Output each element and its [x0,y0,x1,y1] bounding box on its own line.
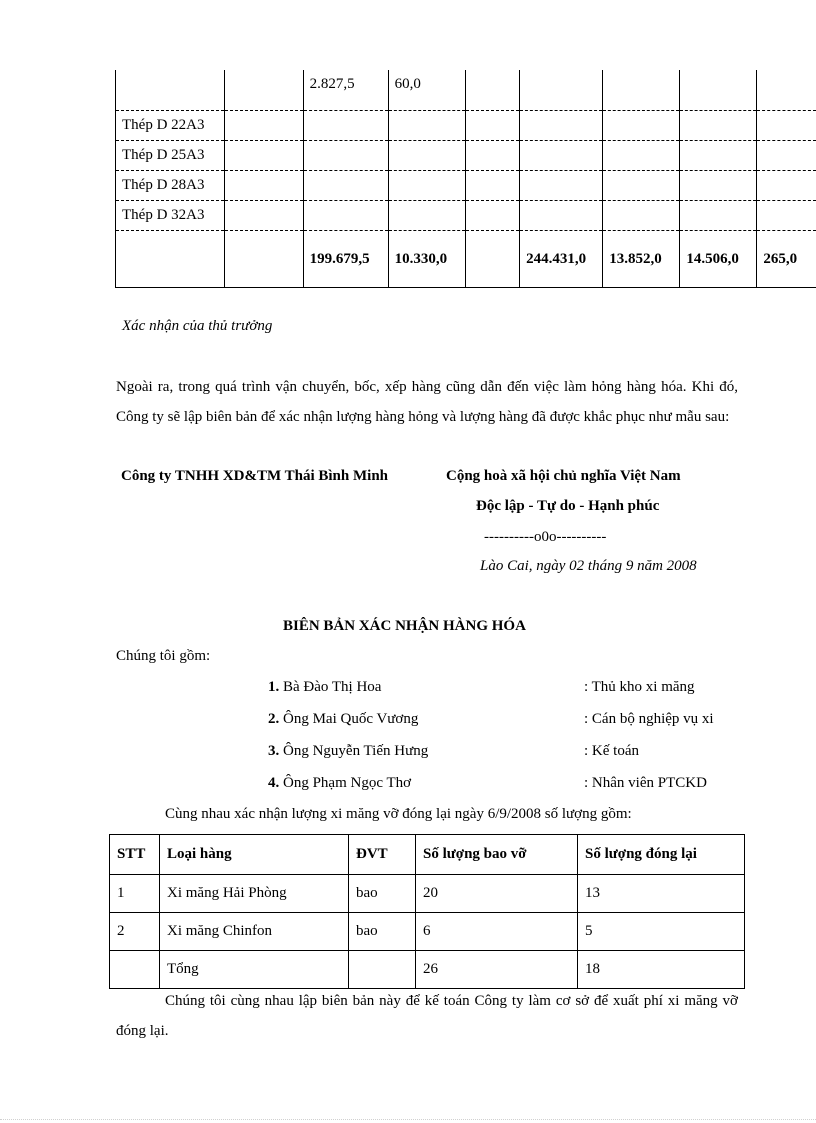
separator: ----------o0o---------- [484,529,607,545]
table-row [116,171,816,201]
list-item [268,743,428,760]
member-name: Ông Mai Quốc Vương [283,711,419,727]
table-cell: 2.827,5 [303,70,388,111]
member-name: Ông Nguyễn Tiến Hưng [283,743,429,759]
total-cell: 199.679,5 [303,231,388,288]
list-item [268,775,411,792]
member-name: Bà Đào Thị Hoa [283,679,382,695]
material-name: Thép D 32A3 [116,201,225,231]
material-name: Thép D 22A3 [116,111,225,141]
material-name: Thép D 25A3 [116,141,225,171]
total-cell: 13.852,0 [603,231,680,288]
table-row [116,141,816,171]
column-header: STT [110,835,160,875]
member-number: 2. [268,711,280,727]
member-role: : Thủ kho xi măng [584,679,695,695]
material-name: Thép D 28A3 [116,171,225,201]
member-number: 3. [268,743,280,759]
member-role: : Cán bộ nghiệp vụ xi [584,711,714,727]
nation-title: Cộng hoà xã hội chủ nghĩa Việt Nam [446,468,681,484]
table-cell: 60,0 [388,70,465,111]
goods-table [109,834,745,989]
list-item [268,679,381,696]
total-cell: 265,0 [757,231,816,288]
table-row: 1 Xi măng Hải Phòng bao 20 13 [110,875,745,913]
member-number: 4. [268,775,280,791]
member-role: : Kế toán [584,743,639,759]
place-date: Lào Cai, ngày 02 tháng 9 năm 2008 [480,558,697,574]
total-cell: 244.431,0 [520,231,603,288]
intro-paragraph: Ngoài ra, trong quá trình vận chuyển, bốc, xếp hàng cũng dẫn đến việc làm hỏng hàng hóa. Khi đó, Công ty sẽ lập biên bản để xác nhận lượng hàng hỏng và lượng hàng đã được khắc phục như mẫu sau: [116,379,738,425]
list-item [268,711,418,728]
column-header: Loại hàng [160,835,349,875]
total-cell: 14.506,0 [680,231,757,288]
column-header: ĐVT [349,835,416,875]
member-name: Ông Phạm Ngọc Thơ [283,775,412,791]
column-header: Số lượng bao vỡ [416,835,578,875]
confirmation-label: Xác nhận của thủ trưởng [122,318,273,334]
materials-table [115,70,816,288]
confirm-sentence: Cùng nhau xác nhận lượng xi măng vỡ đóng lại ngày 6/9/2008 số lượng gồm: [165,806,632,822]
table-header-row [110,835,745,875]
table-row [116,70,816,111]
closing-paragraph: Chúng tôi cùng nhau lập biên bản này để kế toán Công ty làm cơ sở để xuất phí xi măng vỡ đóng lại. [116,993,738,1039]
column-header: Số lượng đóng lại [578,835,745,875]
member-number: 1. [268,679,280,695]
total-row [116,231,816,288]
members-intro: Chúng tôi gồm: [116,648,211,664]
company-name: Công ty TNHH XD&TM Thái Bình Minh [121,468,389,484]
table-row [116,201,816,231]
page-edge-divider [0,1119,816,1120]
motto: Độc lập - Tự do - Hạnh phúc [476,498,660,514]
table-row [116,111,816,141]
table-row: 2 Xi măng Chinfon bao 6 5 [110,913,745,951]
member-role: : Nhân viên PTCKD [584,775,707,791]
table-row: Tổng 26 18 [110,951,745,989]
document-title: BIÊN BẢN XÁC NHẬN HÀNG HÓA [283,618,526,634]
total-cell: 10.330,0 [388,231,465,288]
